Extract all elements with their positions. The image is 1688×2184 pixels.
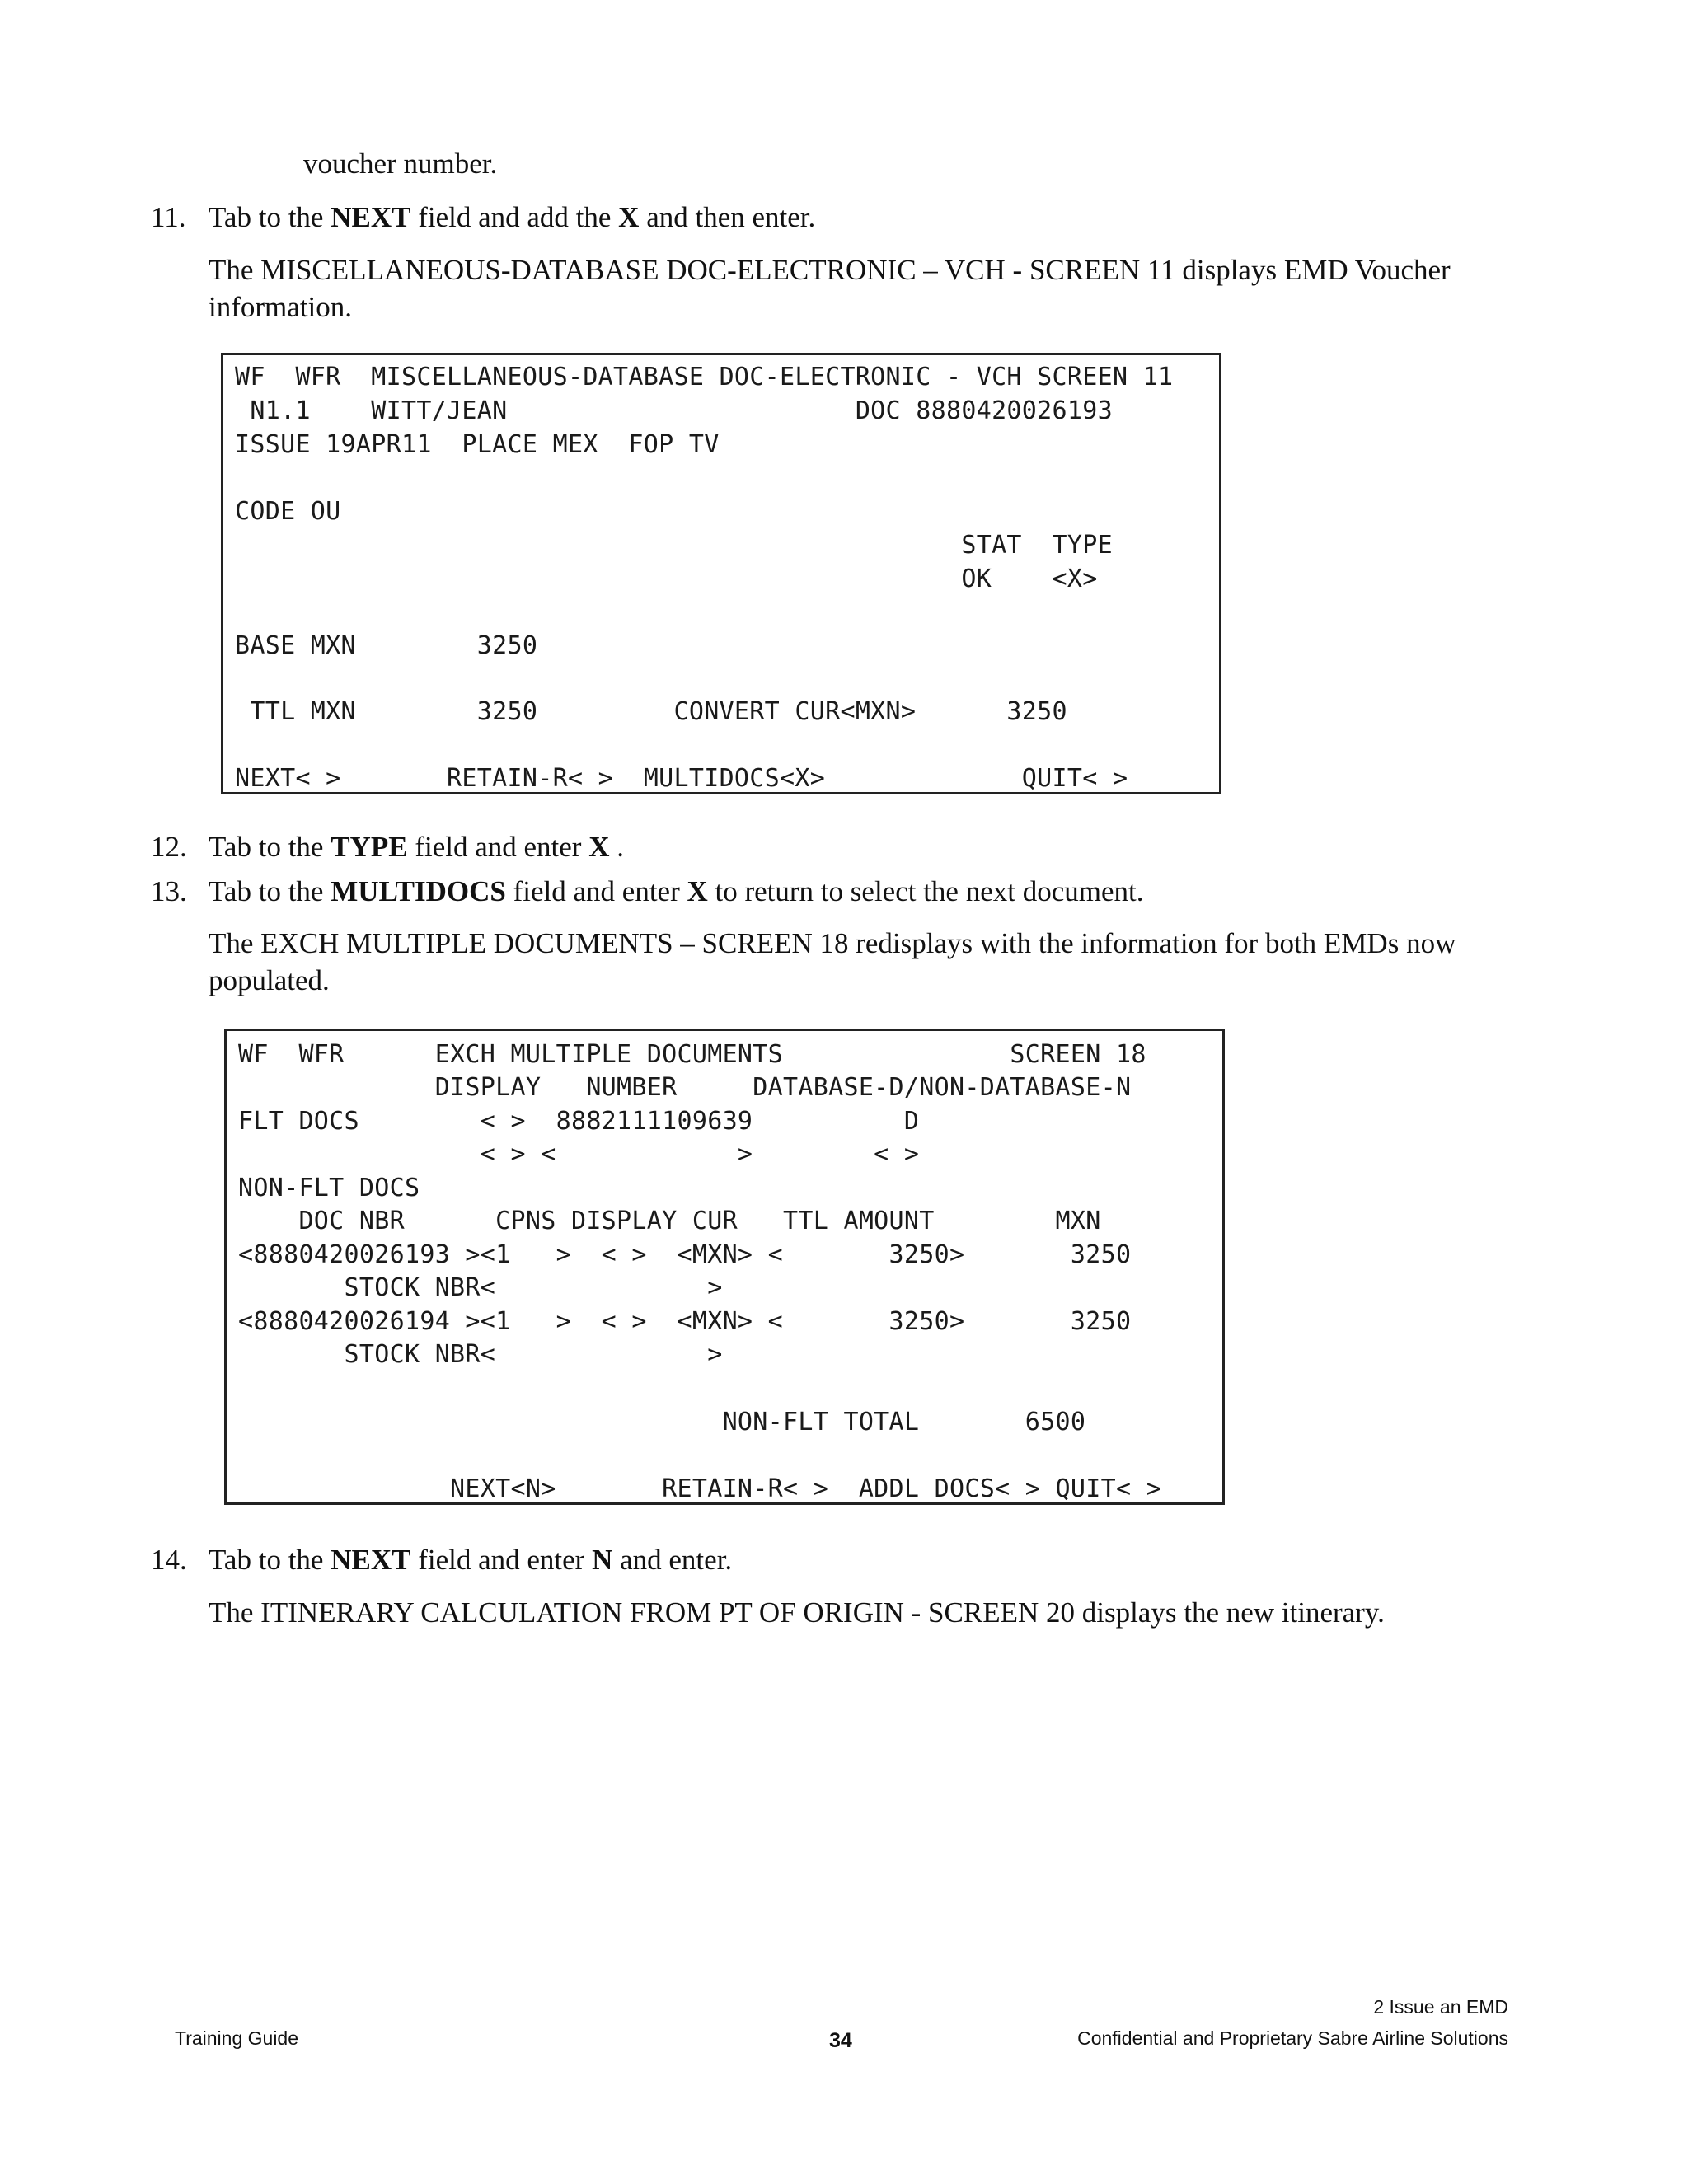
page-number: 34 [829,2029,852,2052]
screen-11-line-1: WF WFR MISCELLANEOUS-DATABASE DOC-ELECTRONIC - VCH SCREEN 11 [235,363,1174,391]
screen-18-line-12: NEXT<N> RETAIN-R< > ADDL DOCS< > QUIT< > [238,1474,1162,1503]
step-14-text: Tab to the NEXT field and enter N and enter. [209,1544,733,1576]
step-11-text: Tab to the NEXT field and add the X and then enter. [209,201,816,233]
footer-chapter: 2 Issue an EMD [1373,1996,1508,2018]
screen-18-line-6: DOC NBR CPNS DISPLAY CUR TTL AMOUNT MXN [238,1207,1101,1235]
step-11-description: The MISCELLANEOUS-DATABASE DOC-ELECTRONIC – VCH - SCREEN 11 displays EMD Voucher information. [209,254,1451,323]
step-13-description: The EXCH MULTIPLE DOCUMENTS – SCREEN 18 redisplays with the information for both EMDs now populated. [209,927,1456,996]
screen-11-terminal [221,353,1221,794]
screen-18-line-10: STOCK NBR< > [238,1340,723,1369]
screen-11-line-2: N1.1 WITT/JEAN DOC 8880420026193 [235,396,1113,425]
screen-18-line-8: STOCK NBR< > [238,1273,723,1302]
step-12-number: 12. [151,831,187,863]
screen-11-line-8: TTL MXN 3250 CONVERT CUR<MXN> 3250 [235,697,1067,726]
screen-18-line-4: < > < > < > [238,1140,920,1169]
screen-18-line-1: WF WFR EXCH MULTIPLE DOCUMENTS SCREEN 18 [238,1040,1146,1069]
screen-18-line-9: <8880420026194 ><1 > < > <MXN> < 3250> 3250 [238,1307,1132,1336]
step-11-number: 11. [151,201,186,233]
screen-18-line-2: DISPLAY NUMBER DATABASE-D/NON-DATABASE-N [238,1073,1132,1102]
screen-11-line-9: NEXT< > RETAIN-R< > MULTIDOCS<X> QUIT< > [235,764,1128,793]
step-13-text: Tab to the MULTIDOCS field and enter X to return to select the next document. [209,875,1144,907]
screen-11-line-7: BASE MXN 3250 [235,631,538,660]
intro-fragment: voucher number. [303,148,498,180]
screen-18-line-5: NON-FLT DOCS [238,1174,420,1202]
step-14-description: The ITINERARY CALCULATION FROM PT OF ORIGIN - SCREEN 20 displays the new itinerary. [209,1596,1385,1629]
screen-18-line-3: FLT DOCS < > 8882111109639 D [238,1107,920,1136]
step-14-number: 14. [151,1544,187,1576]
screen-18-line-7: <8880420026193 ><1 > < > <MXN> < 3250> 3250 [238,1240,1132,1269]
footer-left: Training Guide [175,2027,299,2049]
screen-11-line-6: OK <X> [235,565,1098,593]
step-12-text: Tab to the TYPE field and enter X . [209,831,624,863]
footer-right: Confidential and Proprietary Sabre Airline Solutions [1077,2027,1508,2049]
step-13-number: 13. [151,875,187,907]
screen-18-line-11: NON-FLT TOTAL 6500 [238,1408,1086,1436]
screen-11-line-5: STAT TYPE [235,531,1113,560]
screen-11-line-4: CODE OU [235,497,341,526]
screen-11-line-3: ISSUE 19APR11 PLACE MEX FOP TV [235,430,720,459]
screen-18-terminal [224,1029,1225,1505]
